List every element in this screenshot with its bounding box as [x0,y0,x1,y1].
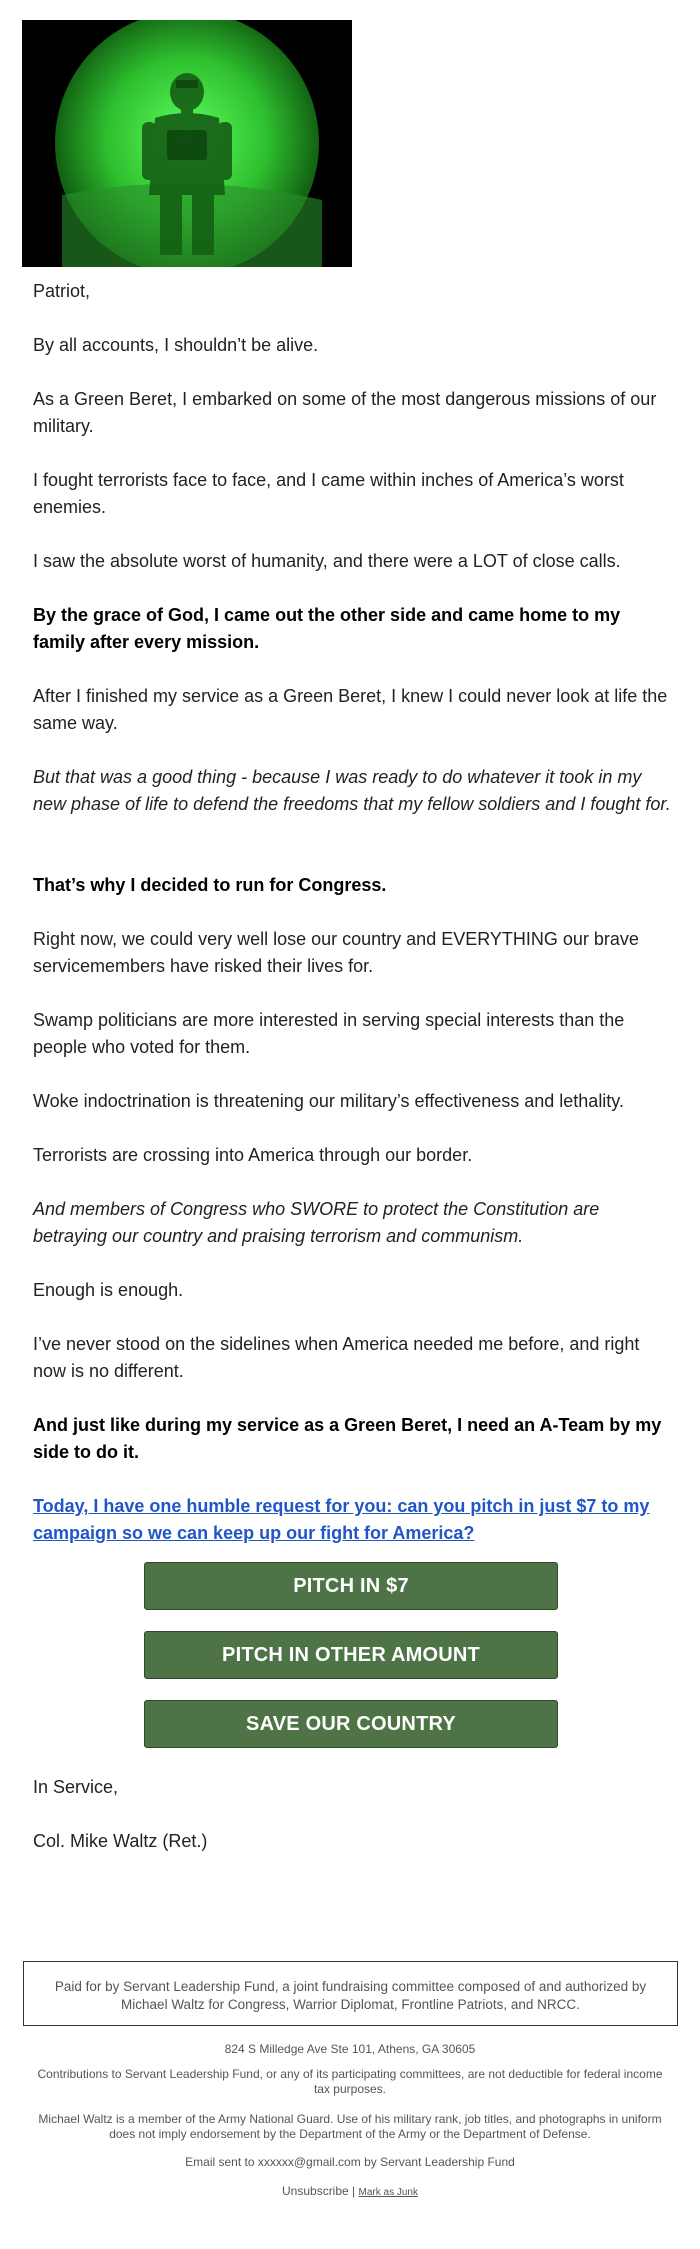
signoff-name: Col. Mike Waltz (Ret.) [33,1831,208,1851]
body-text: Swamp politicians are more interested in serving special interests than the people who voted for them. [33,1010,625,1057]
mark-as-junk-link[interactable]: Mark as Junk [358,2187,418,2198]
body-text-bold: That’s why I decided to run for Congress. [33,875,387,895]
body-text: Woke indoctrination is threatening our military’s effectiveness and lethality. [33,1091,624,1111]
footer-email-sent: Email sent to xxxxxx@gmail.com by Servant Leadership Fund [185,2155,515,2169]
night-vision-soldier-image [22,20,352,267]
body-text: I’ve never stood on the sidelines when America needed me before, and right now is no different. [33,1334,640,1381]
body-text: By all accounts, I shouldn’t be alive. [33,335,319,355]
paid-for-disclaimer: Paid for by Servant Leadership Fund, a joint fundraising committee composed of and authorized by Michael Waltz for Congress, Warrior Diplomat, Frontline Patriots, and NRCC. [23,1961,678,2026]
body-text: After I finished my service as a Green Beret, I knew I could never look at life the same way. [33,686,668,733]
body-text: As a Green Beret, I embarked on some of the most dangerous missions of our military. [33,389,657,436]
footer-separator: | [352,2184,356,2198]
footer-address: 824 S Milledge Ave Ste 101, Athens, GA 30605 [224,2042,476,2056]
footer-tax-note: Contributions to Servant Leadership Fund, or any of its participating committees, are not deductible for federal income tax purposes. [37,2067,663,2096]
body-text: I saw the absolute worst of humanity, and there were a LOT of close calls. [33,551,621,571]
pitch-7-button[interactable]: PITCH IN $7 [144,1562,558,1610]
signoff-closing: In Service, [33,1777,119,1797]
body-text: Enough is enough. [33,1280,184,1300]
pitch-other-button[interactable]: PITCH IN OTHER AMOUNT [144,1631,558,1679]
footer-links [30,2184,670,2200]
greeting: Patriot, [33,281,91,301]
body-text: Terrorists are crossing into America through our border. [33,1145,473,1165]
body-text: I fought terrorists face to face, and I came within inches of America’s worst enemies. [33,470,624,517]
soldier-photo-svg [22,20,352,267]
body-text-italic: But that was a good thing - because I was ready to do whatever it took in my new phase of life to defend the freedoms that my fellow soldiers and I fought for. [33,767,671,814]
footer-guard-note: Michael Waltz is a member of the Army National Guard. Use of his military rank, job titles, and photographs in uniform does not imply endorsement by the Department of the Army or the Department of Defense. [38,2112,662,2141]
save-country-button[interactable]: SAVE OUR COUNTRY [144,1700,558,1748]
donate-ask-link[interactable]: Today, I have one humble request for you: can you pitch in just $7 to my campaign so we can keep up our fight for America? [33,1496,650,1543]
body-text-bold: By the grace of God, I came out the other side and came home to my family after every mission. [33,605,621,652]
body-text: Right now, we could very well lose our country and EVERYTHING our brave servicemembers have risked their lives for. [33,929,639,976]
body-text-italic: And members of Congress who SWORE to protect the Constitution are betraying our country and praising terrorism and communism. [33,1199,600,1246]
unsubscribe-link[interactable]: Unsubscribe [282,2184,349,2198]
body-text-bold: And just like during my service as a Green Beret, I need an A-Team by my side to do it. [33,1415,662,1462]
